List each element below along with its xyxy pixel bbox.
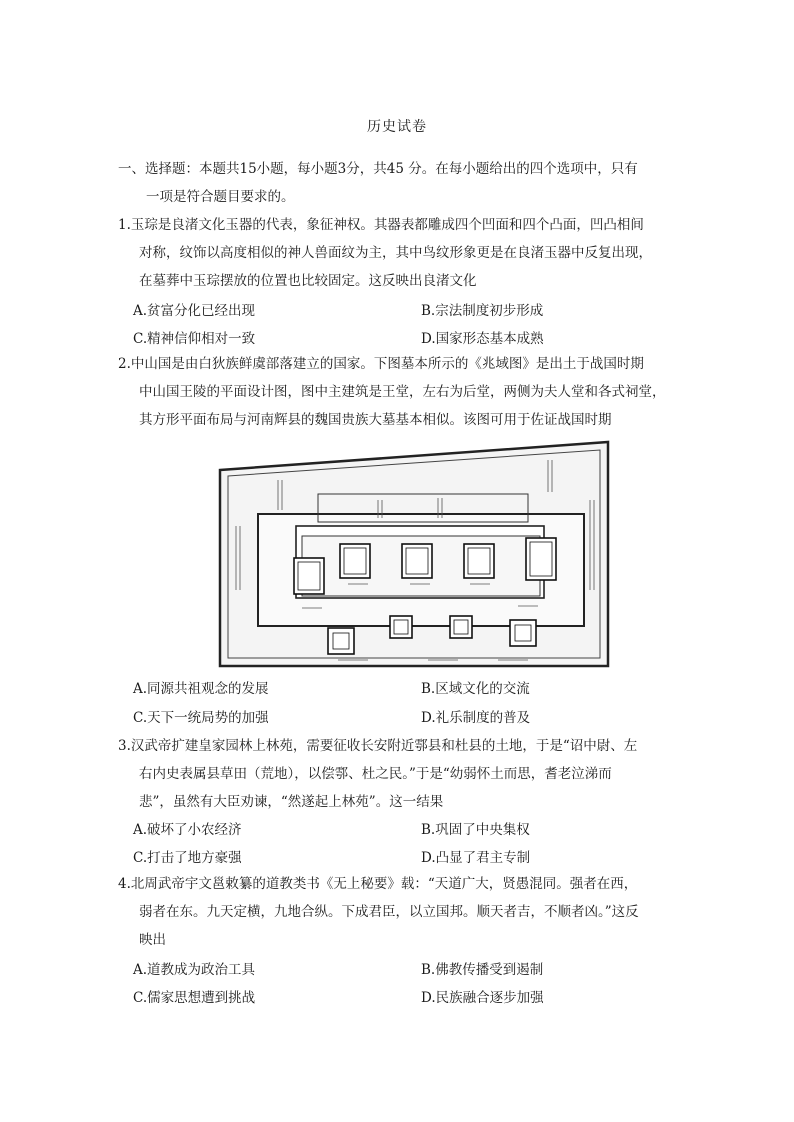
question-4-option-c[interactable]: C.儒家思想遭到挑战 [133, 990, 256, 1006]
question-4-option-d[interactable]: D.民族融合逐步加强 [421, 990, 544, 1006]
question-4-line-1: 4.北周武帝宇文邕敕纂的道教类书《无上秘要》载：“天道广大，贤愚混同。强者在西， [118, 876, 638, 892]
question-3-line-3: 悲”，虽然有大臣劝谏，“然遂起上林苑”。这一结果 [139, 794, 444, 810]
question-4 [118, 870, 678, 954]
question-2-option-b[interactable]: B.区域文化的交流 [421, 681, 530, 697]
question-1-line-1: 1.玉琮是良渚文化玉器的代表，象征神权。其器表都雕成四个凹面和四个凸面，凹凸相间 [118, 217, 644, 233]
question-3 [118, 732, 678, 816]
question-2-option-a[interactable]: A.同源共祖观念的发展 [133, 681, 269, 697]
question-4-line-3: 映出 [139, 932, 166, 948]
question-3-option-d[interactable]: D.凸显了君主专制 [421, 850, 531, 866]
question-2-line-3: 其方形平面布局与河南辉县的魏国贵族大墓基本相似。该图可用于佐证战国时期 [139, 412, 612, 428]
question-4-line-2: 弱者在东。九天定横，九地合纵。下成君臣，以立国邦。顺天者吉，不顺者凶。”这反 [139, 904, 639, 920]
section-line-2: 一项是符合题目要求的。 [146, 189, 295, 205]
question-1-line-3: 在墓葬中玉琮摆放的位置也比较固定。这反映出良渚文化 [139, 273, 477, 289]
question-1-option-d[interactable]: D.国家形态基本成熟 [421, 331, 544, 347]
section-instructions [118, 155, 678, 211]
question-3-option-a[interactable]: A.破坏了小农经济 [133, 822, 242, 838]
question-1-option-c[interactable]: C.精神信仰相对一致 [133, 331, 256, 347]
question-3-option-b[interactable]: B.巩固了中央集权 [421, 822, 530, 838]
question-2-option-c[interactable]: C.天下一统局势的加强 [133, 710, 269, 726]
question-1-option-b[interactable]: B.宗法制度初步形成 [421, 303, 544, 319]
section-line-1: 一、选择题：本题共15小题，每小题3分，共45 分。在每小题给出的四个选项中，只有 [118, 161, 638, 177]
question-1-option-a[interactable]: A.贫富分化已经出现 [133, 303, 256, 319]
question-3-line-1: 3.汉武帝扩建皇家园林上林苑，需要征收长安附近鄠县和杜县的土地，于是“诏中尉、左 [118, 738, 638, 754]
zhaoyu-map-drawing [218, 440, 610, 668]
question-4-option-a[interactable]: A.道教成为政治工具 [133, 962, 256, 978]
question-1 [118, 211, 678, 295]
question-2-line-1: 2.中山国是由白狄族鲜虞部落建立的国家。下图墓本所示的《兆域图》是出土于战国时期 [118, 356, 644, 372]
question-1-line-2: 对称，纹饰以高度相似的神人兽面纹为主，其中鸟纹形象更是在良渚玉器中反复出现， [139, 245, 652, 261]
question-2-line-2: 中山国王陵的平面设计图，图中主建筑是王堂，左右为后堂，两侧为夫人堂和各式祠堂， [139, 384, 666, 400]
question-2-option-d[interactable]: D.礼乐制度的普及 [421, 710, 531, 726]
question-4-option-b[interactable]: B.佛教传播受到遏制 [421, 962, 544, 978]
question-3-line-2: 右内史表属县草田（荒地），以偿鄠、杜之民。”于是“幼弱怀土而思，耆老泣涕而 [139, 766, 612, 782]
question-3-option-c[interactable]: C.打击了地方豪强 [133, 850, 242, 866]
page-title: 历史试卷 [367, 119, 427, 135]
zhaoyu-map-figure [218, 440, 610, 668]
question-2 [118, 350, 678, 434]
